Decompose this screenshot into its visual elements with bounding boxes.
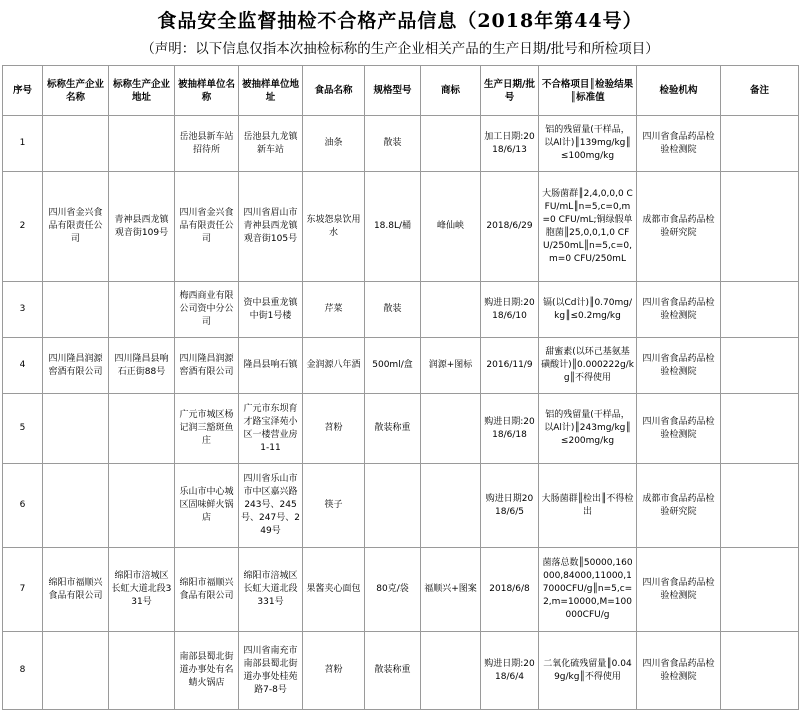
cell-failed-item: 菌落总数║50000,160000,84000,11000,17000CFU/g║n=5,c=2,m=10000,M=100000CFU/g bbox=[539, 548, 637, 632]
cell-sampled-address: 四川省眉山市青神县西龙镇观音街105号 bbox=[239, 172, 303, 282]
results-table bbox=[2, 65, 799, 710]
cell-sampled-unit: 南部县蜀北街道办事处有名蜻火锅店 bbox=[175, 632, 239, 710]
cell-failed-item: 铝的残留量(干样品，以Al计)║243mg/kg║≤200mg/kg bbox=[539, 394, 637, 464]
header-cell-remarks: 备注 bbox=[721, 66, 799, 116]
header-cell-index: 序号 bbox=[3, 66, 43, 116]
page-subtitle: （声明：以下信息仅指本次抽检标称的生产企业相关产品的生产日期/批号和所检项目） bbox=[141, 41, 659, 57]
cell-manufacturer-address bbox=[109, 632, 175, 710]
cell-manufacturer bbox=[43, 116, 109, 172]
cell-manufacturer bbox=[43, 464, 109, 548]
header-cell-lab: 检验机构 bbox=[637, 66, 721, 116]
cell-production-date: 购进日期2018/6/5 bbox=[481, 464, 539, 548]
cell-spec: 散装称重 bbox=[365, 632, 421, 710]
cell-sampled-address: 四川省南充市南部县蜀北街道办事处桂苑路7-8号 bbox=[239, 632, 303, 710]
cell-lab: 四川省食品药品检验检测院 bbox=[637, 116, 721, 172]
cell-index: 7 bbox=[3, 548, 43, 632]
cell-index: 3 bbox=[3, 282, 43, 338]
table-row bbox=[3, 632, 799, 710]
cell-failed-item: 甜蜜素(以环己基氨基磺酸计)║0.000222g/kg║不得使用 bbox=[539, 338, 637, 394]
cell-index: 2 bbox=[3, 172, 43, 282]
cell-sampled-address: 隆昌县响石镇 bbox=[239, 338, 303, 394]
cell-manufacturer bbox=[43, 632, 109, 710]
cell-brand bbox=[421, 282, 481, 338]
cell-brand: 峰仙峡 bbox=[421, 172, 481, 282]
header-cell-brand: 商标 bbox=[421, 66, 481, 116]
header-cell-manufacturer: 标称生产企业名称 bbox=[43, 66, 109, 116]
cell-remarks bbox=[721, 116, 799, 172]
cell-manufacturer bbox=[43, 394, 109, 464]
cell-production-date: 2018/6/8 bbox=[481, 548, 539, 632]
cell-remarks bbox=[721, 548, 799, 632]
cell-production-date: 购进日期:2018/6/4 bbox=[481, 632, 539, 710]
cell-production-date: 购进日期:2018/6/18 bbox=[481, 394, 539, 464]
cell-food-name: 金润源八年酒 bbox=[303, 338, 365, 394]
cell-spec: 散装 bbox=[365, 282, 421, 338]
table-row bbox=[3, 282, 799, 338]
cell-manufacturer: 四川隆昌润源窖酒有限公司 bbox=[43, 338, 109, 394]
cell-brand: 福顺兴+图案 bbox=[421, 548, 481, 632]
cell-sampled-address: 绵阳市涪城区长虹大道北段331号 bbox=[239, 548, 303, 632]
table-row bbox=[3, 172, 799, 282]
cell-food-name: 苕粉 bbox=[303, 632, 365, 710]
header-cell-manufacturer-address: 标称生产企业地址 bbox=[109, 66, 175, 116]
cell-sampled-address: 广元市东坝育才路宝泽苑小区一楼营业房1-11 bbox=[239, 394, 303, 464]
table-row bbox=[3, 116, 799, 172]
table-row bbox=[3, 464, 799, 548]
cell-failed-item: 大肠菌群║检出║不得检出 bbox=[539, 464, 637, 548]
cell-manufacturer: 绵阳市福顺兴食品有限公司 bbox=[43, 548, 109, 632]
cell-sampled-address: 岳池县九龙镇新车站 bbox=[239, 116, 303, 172]
cell-food-name: 筷子 bbox=[303, 464, 365, 548]
cell-sampled-unit: 绵阳市福顺兴食品有限公司 bbox=[175, 548, 239, 632]
cell-index: 5 bbox=[3, 394, 43, 464]
cell-manufacturer: 四川省金兴食品有限责任公司 bbox=[43, 172, 109, 282]
cell-spec bbox=[365, 464, 421, 548]
header-cell-production-date: 生产日期/批号 bbox=[481, 66, 539, 116]
cell-manufacturer-address: 绵阳市涪城区长虹大道北段331号 bbox=[109, 548, 175, 632]
cell-brand: 润源+图标 bbox=[421, 338, 481, 394]
cell-brand bbox=[421, 464, 481, 548]
cell-sampled-address: 四川省乐山市市中区嘉兴路243号、245号、247号、249号 bbox=[239, 464, 303, 548]
cell-failed-item: 镉(以Cd计)║0.70mg/kg║≤0.2mg/kg bbox=[539, 282, 637, 338]
table-row bbox=[3, 338, 799, 394]
cell-failed-item: 二氧化硫残留量║0.049g/kg║不得使用 bbox=[539, 632, 637, 710]
cell-sampled-unit: 岳池县新车站招待所 bbox=[175, 116, 239, 172]
cell-lab: 成都市食品药品检验研究院 bbox=[637, 464, 721, 548]
cell-food-name: 芹菜 bbox=[303, 282, 365, 338]
cell-brand bbox=[421, 394, 481, 464]
cell-remarks bbox=[721, 464, 799, 548]
cell-remarks bbox=[721, 282, 799, 338]
cell-remarks bbox=[721, 338, 799, 394]
cell-spec: 80克/袋 bbox=[365, 548, 421, 632]
header-cell-food-name: 食品名称 bbox=[303, 66, 365, 116]
cell-sampled-unit: 广元市城区杨记润三豁斑鱼庄 bbox=[175, 394, 239, 464]
cell-remarks bbox=[721, 172, 799, 282]
cell-production-date: 2016/11/9 bbox=[481, 338, 539, 394]
cell-spec: 18.8L/桶 bbox=[365, 172, 421, 282]
cell-spec: 散装称重 bbox=[365, 394, 421, 464]
header-row bbox=[3, 66, 799, 116]
cell-failed-item: 铝的残留量(干样品，以Al计)║139mg/kg║≤100mg/kg bbox=[539, 116, 637, 172]
cell-index: 6 bbox=[3, 464, 43, 548]
cell-spec: 500ml/盒 bbox=[365, 338, 421, 394]
header-cell-sampled-address: 被抽样单位地址 bbox=[239, 66, 303, 116]
cell-food-name: 苕粉 bbox=[303, 394, 365, 464]
cell-production-date: 购进日期:2018/6/10 bbox=[481, 282, 539, 338]
header-cell-failed-item: 不合格项目║检验结果║标准值 bbox=[539, 66, 637, 116]
cell-brand bbox=[421, 632, 481, 710]
cell-manufacturer-address bbox=[109, 464, 175, 548]
cell-failed-item: 大肠菌群║2,4,0,0,0 CFU/mL║n=5,c=0,m=0 CFU/mL;铜绿假单胞菌║25,0,0,1,0 CFU/250mL║n=5,c=0,m=0 CFU/250mL bbox=[539, 172, 637, 282]
cell-lab: 四川省食品药品检验检测院 bbox=[637, 338, 721, 394]
cell-sampled-address: 资中县重龙镇中街1号楼 bbox=[239, 282, 303, 338]
cell-manufacturer-address bbox=[109, 282, 175, 338]
cell-lab: 四川省食品药品检验检测院 bbox=[637, 632, 721, 710]
cell-lab: 四川省食品药品检验检测院 bbox=[637, 548, 721, 632]
cell-manufacturer-address bbox=[109, 394, 175, 464]
cell-remarks bbox=[721, 632, 799, 710]
page-title: 食品安全监督抽检不合格产品信息（2018年第44号） bbox=[157, 10, 643, 32]
cell-food-name: 果酱夹心面包 bbox=[303, 548, 365, 632]
table-row bbox=[3, 394, 799, 464]
table-row bbox=[3, 548, 799, 632]
cell-production-date: 2018/6/29 bbox=[481, 172, 539, 282]
header-cell-spec: 规格型号 bbox=[365, 66, 421, 116]
cell-food-name: 东坡怨泉饮用水 bbox=[303, 172, 365, 282]
cell-lab: 四川省食品药品检验检测院 bbox=[637, 394, 721, 464]
cell-food-name: 油条 bbox=[303, 116, 365, 172]
cell-spec: 散装 bbox=[365, 116, 421, 172]
cell-lab: 成都市食品药品检验研究院 bbox=[637, 172, 721, 282]
cell-manufacturer-address: 青神县西龙镇观音街109号 bbox=[109, 172, 175, 282]
cell-production-date: 加工日期:2018/6/13 bbox=[481, 116, 539, 172]
cell-index: 4 bbox=[3, 338, 43, 394]
cell-manufacturer bbox=[43, 282, 109, 338]
cell-lab: 四川省食品药品检验检测院 bbox=[637, 282, 721, 338]
cell-manufacturer-address bbox=[109, 116, 175, 172]
cell-sampled-unit: 四川隆昌润源窖酒有限公司 bbox=[175, 338, 239, 394]
cell-index: 8 bbox=[3, 632, 43, 710]
cell-index: 1 bbox=[3, 116, 43, 172]
cell-manufacturer-address: 四川隆昌县响石正街88号 bbox=[109, 338, 175, 394]
cell-sampled-unit: 乐山市中心城区固味鲜火锅店 bbox=[175, 464, 239, 548]
cell-remarks bbox=[721, 394, 799, 464]
cell-sampled-unit: 四川省金兴食品有限责任公司 bbox=[175, 172, 239, 282]
cell-sampled-unit: 梅西商业有限公司资中分公司 bbox=[175, 282, 239, 338]
header-cell-sampled-unit: 被抽样单位名称 bbox=[175, 66, 239, 116]
cell-brand bbox=[421, 116, 481, 172]
